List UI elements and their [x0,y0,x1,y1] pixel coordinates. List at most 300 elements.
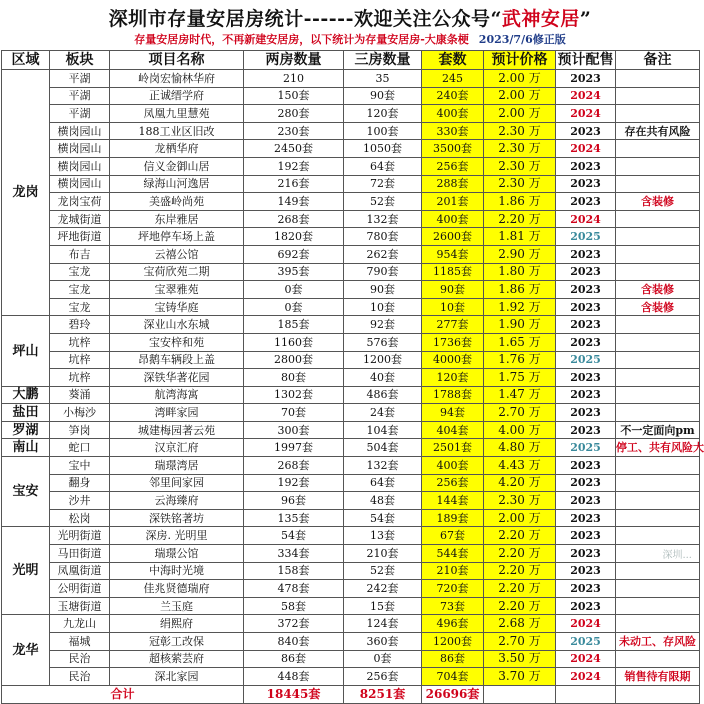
watermark: 深圳... [662,550,692,561]
project-name-cell: 瑞璟湾居 [110,457,244,475]
two-room-cell: 86套 [244,650,344,668]
table-row [2,316,700,334]
unit-count-cell: 240套 [422,87,484,105]
totals-row [2,685,700,703]
price-cell: 2.00 万 [484,509,556,527]
three-room-cell: 132套 [344,457,422,475]
page-title [0,4,700,31]
table-row [2,105,700,123]
three-room-cell: 1050套 [344,140,422,158]
region-cell: 盐田 [2,404,50,422]
price-cell: 2.20 万 [484,580,556,598]
block-cell: 公明街道 [50,580,110,598]
table-body [2,70,704,704]
sale-year-cell: 2025 [556,228,616,246]
block-cell: 蛇口 [50,439,110,457]
two-room-cell: 210 [244,70,344,88]
page-subtitle [0,31,700,47]
block-cell: 玉塘街道 [50,597,110,615]
block-cell: 平湖 [50,105,110,123]
price-cell: 1.86 万 [484,281,556,299]
column-header: 板块 [50,51,110,70]
unit-count-cell: 1736套 [422,333,484,351]
three-room-cell: 1200套 [344,351,422,369]
two-room-cell: 149套 [244,193,344,211]
three-room-cell: 132套 [344,210,422,228]
unit-count-cell: 67套 [422,527,484,545]
title-quote-open: “ [490,8,502,30]
project-name-cell: 深北家园 [110,668,244,686]
block-cell: 宝龙 [50,263,110,281]
note-cell [616,597,700,615]
title-text: 深圳市存量安居房统计------欢迎关注公众号 [108,8,491,30]
price-cell: 2.00 万 [484,105,556,123]
totals-label: 合计 [2,685,244,703]
three-room-cell: 54套 [344,509,422,527]
block-cell: 笋岗 [50,421,110,439]
unit-count-cell: 201套 [422,193,484,211]
three-room-cell: 10套 [344,298,422,316]
table-row [2,509,700,527]
sale-year-cell: 2023 [556,316,616,334]
unit-count-cell: 404套 [422,421,484,439]
table-row [2,527,700,545]
project-name-cell: 宝翠雅苑 [110,281,244,299]
three-room-cell: 35 [344,70,422,88]
two-room-cell: 448套 [244,668,344,686]
table-row [2,175,700,193]
sale-year-cell: 2023 [556,386,616,404]
three-room-cell: 360套 [344,633,422,651]
two-room-cell: 96套 [244,492,344,510]
totals-units: 26696套 [422,685,484,703]
project-name-cell: 昂鹅车辆段上盖 [110,351,244,369]
sale-year-cell: 2025 [556,439,616,457]
table-row [2,457,700,475]
sale-year-cell: 2023 [556,509,616,527]
table-row [2,245,700,263]
region-cell: 宝安 [2,457,50,527]
sale-year-cell: 2023 [556,175,616,193]
block-cell: 坪地街道 [50,228,110,246]
region-cell: 大鹏 [2,386,50,404]
three-room-cell: 104套 [344,421,422,439]
unit-count-cell: 256套 [422,157,484,175]
project-name-cell: 深房. 光明里 [110,527,244,545]
block-cell: 沙井 [50,492,110,510]
sale-year-cell: 2023 [556,245,616,263]
project-name-cell: 岭岗宏愉林华府 [110,70,244,88]
two-room-cell: 230套 [244,122,344,140]
block-cell: 民治 [50,668,110,686]
column-header: 备注 [616,51,700,70]
sale-year-cell: 2023 [556,369,616,387]
three-room-cell: 242套 [344,580,422,598]
note-cell [616,175,700,193]
block-cell: 光明街道 [50,527,110,545]
region-cell: 罗湖 [2,421,50,439]
sale-year-cell: 2023 [556,333,616,351]
unit-count-cell: 954套 [422,245,484,263]
two-room-cell: 70套 [244,404,344,422]
title-quote-close: ” [579,8,592,30]
table-row [2,351,700,369]
unit-count-cell: 330套 [422,122,484,140]
sale-year-cell: 2025 [556,351,616,369]
sale-year-cell: 2024 [556,87,616,105]
table-row [2,562,700,580]
table-row [2,140,700,158]
unit-count-cell: 210套 [422,562,484,580]
block-cell: 小梅沙 [50,404,110,422]
note-cell: 含装修 [616,281,700,299]
sale-year-cell: 2023 [556,298,616,316]
project-name-cell: 湾畔家园 [110,404,244,422]
note-cell [616,509,700,527]
price-cell: 1.86 万 [484,193,556,211]
block-cell: 横岗园山 [50,122,110,140]
two-room-cell: 0套 [244,281,344,299]
unit-count-cell: 256套 [422,474,484,492]
two-room-cell: 2450套 [244,140,344,158]
note-cell [616,351,700,369]
totals-three-room: 8251套 [344,685,422,703]
unit-count-cell: 277套 [422,316,484,334]
project-name-cell: 绿海山河逸居 [110,175,244,193]
unit-count-cell: 94套 [422,404,484,422]
project-name-cell: 邻里间家园 [110,474,244,492]
sale-year-cell: 2023 [556,281,616,299]
project-name-cell: 坪地停车场上盖 [110,228,244,246]
column-header: 预计配售 [557,51,614,68]
project-name-cell: 深业山水东城 [110,316,244,334]
unit-count-cell: 704套 [422,668,484,686]
column-header: 预计价格 [484,51,556,70]
table-row [2,668,700,686]
price-cell: 4.43 万 [484,457,556,475]
note-cell [616,474,700,492]
two-room-cell: 334套 [244,545,344,563]
price-cell: 2.20 万 [484,210,556,228]
column-header: 套数 [422,51,484,70]
price-cell: 2.90 万 [484,245,556,263]
project-name-cell: 宝铸华庭 [110,298,244,316]
unit-count-cell: 4000套 [422,351,484,369]
unit-count-cell: 86套 [422,650,484,668]
three-room-cell: 780套 [344,228,422,246]
price-cell: 2.30 万 [484,140,556,158]
empty-cell [484,685,556,703]
project-name-cell: 凤凰九里慧苑 [110,105,244,123]
price-cell: 2.20 万 [484,562,556,580]
three-room-cell: 486套 [344,386,422,404]
unit-count-cell: 400套 [422,105,484,123]
three-room-cell: 52套 [344,193,422,211]
three-room-cell: 64套 [344,157,422,175]
price-cell: 2.68 万 [484,615,556,633]
project-name-cell: 兰玉庭 [110,597,244,615]
table-row [2,404,700,422]
price-cell: 4.80 万 [484,439,556,457]
price-cell: 2.00 万 [484,70,556,88]
table-row [2,281,700,299]
block-cell: 平湖 [50,70,110,88]
block-cell: 坑梓 [50,369,110,387]
project-name-cell: 深铁铭著坊 [110,509,244,527]
two-room-cell: 1997套 [244,439,344,457]
price-cell: 1.81 万 [484,228,556,246]
version-label: 2023/7/6修正版 [478,33,566,46]
three-room-cell: 92套 [344,316,422,334]
project-name-cell: 城建梅园著云苑 [110,421,244,439]
unit-count-cell: 400套 [422,457,484,475]
two-room-cell: 192套 [244,157,344,175]
two-room-cell: 192套 [244,474,344,492]
table-row [2,386,700,404]
note-cell [616,650,700,668]
three-room-cell: 0套 [344,650,422,668]
three-room-cell: 790套 [344,263,422,281]
unit-count-cell: 2501套 [422,439,484,457]
two-room-cell: 372套 [244,615,344,633]
three-room-cell: 15套 [344,597,422,615]
two-room-cell: 135套 [244,509,344,527]
unit-count-cell: 3500套 [422,140,484,158]
note-cell [616,140,700,158]
table-row [2,263,700,281]
note-cell [616,369,700,387]
table-row [2,333,700,351]
empty-cell [556,685,616,703]
sale-year-cell: 2023 [556,545,616,563]
table-row [2,545,700,563]
price-cell: 2.70 万 [484,404,556,422]
block-cell: 葵涌 [50,386,110,404]
table-row [2,439,700,457]
block-cell: 凤凰街道 [50,562,110,580]
column-header: 项目名称 [110,51,244,70]
price-cell: 2.00 万 [484,87,556,105]
two-room-cell: 268套 [244,210,344,228]
unit-count-cell: 189套 [422,509,484,527]
note-cell: 停工、共有风险大 [616,439,700,457]
block-cell: 坑梓 [50,351,110,369]
table-row [2,298,700,316]
project-name-cell: 超核萦芸府 [110,650,244,668]
three-room-cell: 504套 [344,439,422,457]
table-row [2,369,700,387]
unit-count-cell: 1200套 [422,633,484,651]
three-room-cell: 90套 [344,87,422,105]
project-name-cell: 美盛岭尚苑 [110,193,244,211]
three-room-cell: 262套 [344,245,422,263]
empty-cell [616,685,700,703]
region-cell: 龙岗 [2,70,50,316]
note-cell [616,316,700,334]
note-cell: 销售待有限期 [616,668,700,686]
unit-count-cell: 73套 [422,597,484,615]
project-name-cell: 信义金御山居 [110,157,244,175]
sale-year-cell: 2023 [556,597,616,615]
three-room-cell: 48套 [344,492,422,510]
note-cell [616,245,700,263]
two-room-cell: 54套 [244,527,344,545]
two-room-cell: 80套 [244,369,344,387]
note-cell: 含装修 [616,193,700,211]
note-cell: 未动工、存风险 [616,633,700,651]
project-name-cell: 汉京汇府 [110,439,244,457]
unit-count-cell: 120套 [422,369,484,387]
project-name-cell: 龙栖华府 [110,140,244,158]
sale-year-cell: 2024 [556,615,616,633]
sale-year-cell: 2023 [556,70,616,88]
subtitle-text: 存量安居房时代，不再新建安居房，以下统计为存量安居房-大康条梗 [134,33,469,46]
block-cell: 碧玲 [50,316,110,334]
table-row [2,87,700,105]
three-room-cell: 576套 [344,333,422,351]
price-cell: 3.50 万 [484,650,556,668]
two-room-cell: 395套 [244,263,344,281]
two-room-cell: 280套 [244,105,344,123]
project-name-cell: 航湾海寓 [110,386,244,404]
price-cell: 4.00 万 [484,421,556,439]
price-cell: 2.30 万 [484,175,556,193]
three-room-cell: 90套 [344,281,422,299]
region-cell: 南山 [2,439,50,457]
sale-year-cell: 2023 [556,193,616,211]
block-cell: 布吉 [50,245,110,263]
table-row [2,650,700,668]
sale-year-cell: 2024 [556,650,616,668]
note-cell [616,492,700,510]
sale-year-cell: 2024 [556,668,616,686]
unit-count-cell: 544套 [422,545,484,563]
table-row [2,70,700,88]
table-row [2,615,700,633]
two-room-cell: 158套 [244,562,344,580]
note-cell [616,527,700,545]
note-cell: 不一定面向pm [616,421,700,439]
project-name-cell: 冠彰工改保 [110,633,244,651]
project-name-cell: 188工业区旧改 [110,122,244,140]
unit-count-cell: 1788套 [422,386,484,404]
table-row [2,210,700,228]
block-cell: 宝龙 [50,281,110,299]
note-cell [616,228,700,246]
three-room-cell: 52套 [344,562,422,580]
sale-year-cell: 2023 [556,492,616,510]
sale-year-cell: 2023 [556,122,616,140]
sale-year-cell: 2023 [556,562,616,580]
unit-count-cell: 1185套 [422,263,484,281]
note-cell: 存在共有风险 [616,122,700,140]
block-cell: 九龙山 [50,615,110,633]
title-highlight: 武神安居 [501,8,580,30]
unit-count-cell: 2600套 [422,228,484,246]
sale-year-cell: 2023 [556,527,616,545]
three-room-cell: 100套 [344,122,422,140]
block-cell: 龙岗宝荷 [50,193,110,211]
note-cell [616,457,700,475]
project-name-cell: 云海臻府 [110,492,244,510]
block-cell: 平湖 [50,87,110,105]
price-cell: 2.70 万 [484,633,556,651]
two-room-cell: 268套 [244,457,344,475]
table-row [2,122,700,140]
table-row [2,492,700,510]
project-name-cell: 宝荷欣苑二期 [110,263,244,281]
note-cell: 含装修 [616,298,700,316]
price-cell: 1.92 万 [484,298,556,316]
block-cell: 横岗园山 [50,175,110,193]
two-room-cell: 1302套 [244,386,344,404]
sale-year-cell: 2025 [556,633,616,651]
project-name-cell: 瑞璟公馆 [110,545,244,563]
unit-count-cell: 496套 [422,615,484,633]
block-cell: 民治 [50,650,110,668]
note-cell [616,87,700,105]
unit-count-cell: 720套 [422,580,484,598]
project-name-cell: 绢熙府 [110,615,244,633]
sale-year-cell: 2023 [556,421,616,439]
note-cell [616,404,700,422]
sale-year-cell: 2023 [556,457,616,475]
block-cell: 横岗园山 [50,157,110,175]
column-header: 三房数量 [344,51,422,70]
two-room-cell: 185套 [244,316,344,334]
note-cell [616,105,700,123]
two-room-cell: 0套 [244,298,344,316]
block-cell: 宝龙 [50,298,110,316]
sale-year-cell: 2023 [556,404,616,422]
price-cell: 1.75 万 [484,369,556,387]
price-cell: 2.20 万 [484,545,556,563]
three-room-cell: 24套 [344,404,422,422]
note-cell [616,157,700,175]
housing-table [1,50,704,704]
table-row [2,580,700,598]
two-room-cell: 1820套 [244,228,344,246]
price-cell: 2.30 万 [484,122,556,140]
note-cell [616,333,700,351]
table-row [2,633,700,651]
unit-count-cell: 144套 [422,492,484,510]
price-cell: 4.20 万 [484,474,556,492]
note-cell [616,70,700,88]
project-name-cell: 佳兆贤德瑞府 [110,580,244,598]
three-room-cell: 72套 [344,175,422,193]
price-cell: 1.47 万 [484,386,556,404]
unit-count-cell: 10套 [422,298,484,316]
project-name-cell: 东岸雅居 [110,210,244,228]
note-cell [616,210,700,228]
three-room-cell: 64套 [344,474,422,492]
block-cell: 龙城街道 [50,210,110,228]
three-room-cell: 210套 [344,545,422,563]
block-cell: 坑梓 [50,333,110,351]
two-room-cell: 478套 [244,580,344,598]
note-cell [616,386,700,404]
block-cell: 翻身 [50,474,110,492]
unit-count-cell: 90套 [422,281,484,299]
project-name-cell: 中海时光境 [110,562,244,580]
note-cell [616,263,700,281]
price-cell: 2.20 万 [484,597,556,615]
column-header: 两房数量 [244,51,344,70]
table-row [2,193,700,211]
two-room-cell: 150套 [244,87,344,105]
project-name-cell: 正诚缙学府 [110,87,244,105]
